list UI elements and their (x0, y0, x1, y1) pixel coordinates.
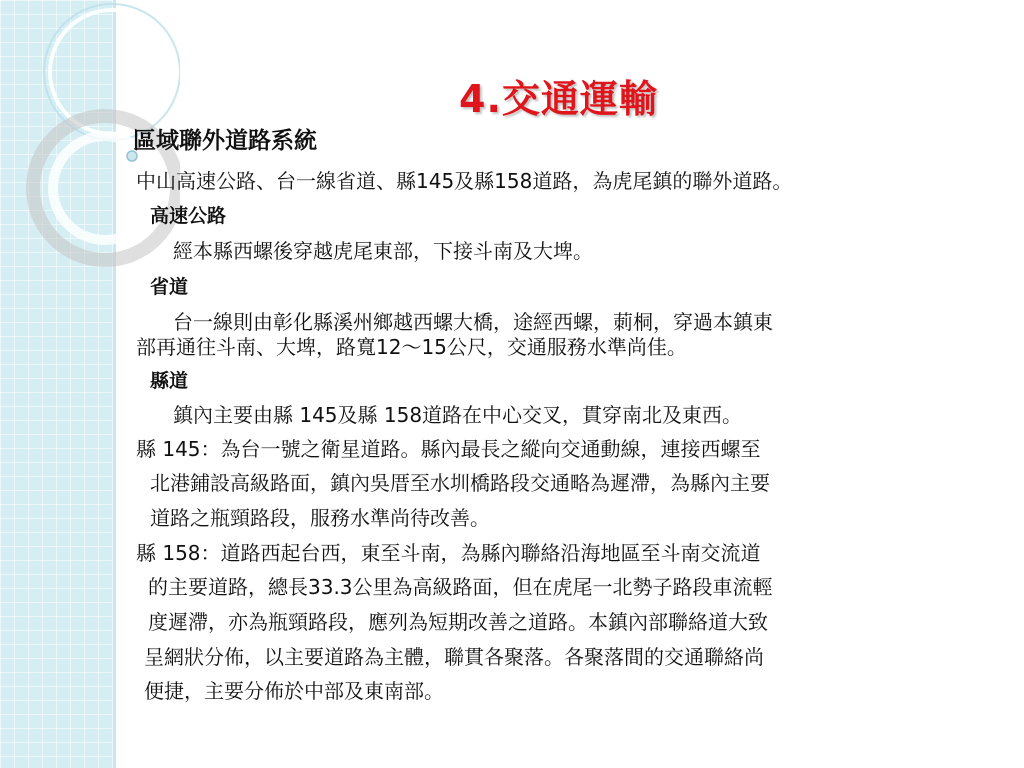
body-line: 經本縣西螺後穿越虎尾東部，下接斗南及大埤。 (173, 239, 593, 263)
slide-title: 4.交通運輸 (459, 77, 658, 121)
subheading-county-road: 縣道 (150, 370, 189, 392)
body-line: 鎮內主要由縣 145及縣 158道路在中心交叉，貫穿南北及東西。 (173, 403, 743, 427)
body-line: 中山高速公路、台一線省道、縣145及縣158道路，為虎尾鎮的聯外道路。 (136, 169, 793, 193)
body-line: 道路之瓶頸路段，服務水準尚待改善。 (150, 506, 490, 530)
body-line: 便捷，主要分佈於中部及東南部。 (144, 679, 444, 703)
subheading-provincial-road: 省道 (150, 276, 189, 298)
body-line: 部再通往斗南、大埤，路寬12～15公尺，交通服務水準尚佳。 (136, 335, 687, 359)
body-line: 北港鋪設高級路面，鎮內吳厝至水圳橋路段交通略為遲滯，為縣內主要 (150, 471, 770, 495)
body-line: 縣 158：道路西起台西，東至斗南，為縣內聯絡沿海地區至斗南交流道 (136, 541, 761, 565)
subheading-highway: 高速公路 (150, 205, 227, 227)
body-line: 台一線則由彰化縣溪州鄉越西螺大橋，途經西螺，莿桐，穿過本鎮東 (173, 310, 773, 334)
body-line: 的主要道路，總長33.3公里為高級路面，但在虎尾一北勢子路段車流輕 (148, 575, 773, 599)
body-line: 縣 145：為台一號之衛星道路。縣內最長之縱向交通動線，連接西螺至 (136, 437, 761, 461)
body-line: 度遲滯，亦為瓶頸路段，應列為短期改善之道路。本鎮內部聯絡道大致 (148, 610, 768, 634)
section-heading: 區域聯外道路系統 (133, 128, 317, 154)
body-line: 呈網狀分佈，以主要道路為主體，聯貫各聚落。各聚落間的交通聯絡尚 (144, 645, 764, 669)
